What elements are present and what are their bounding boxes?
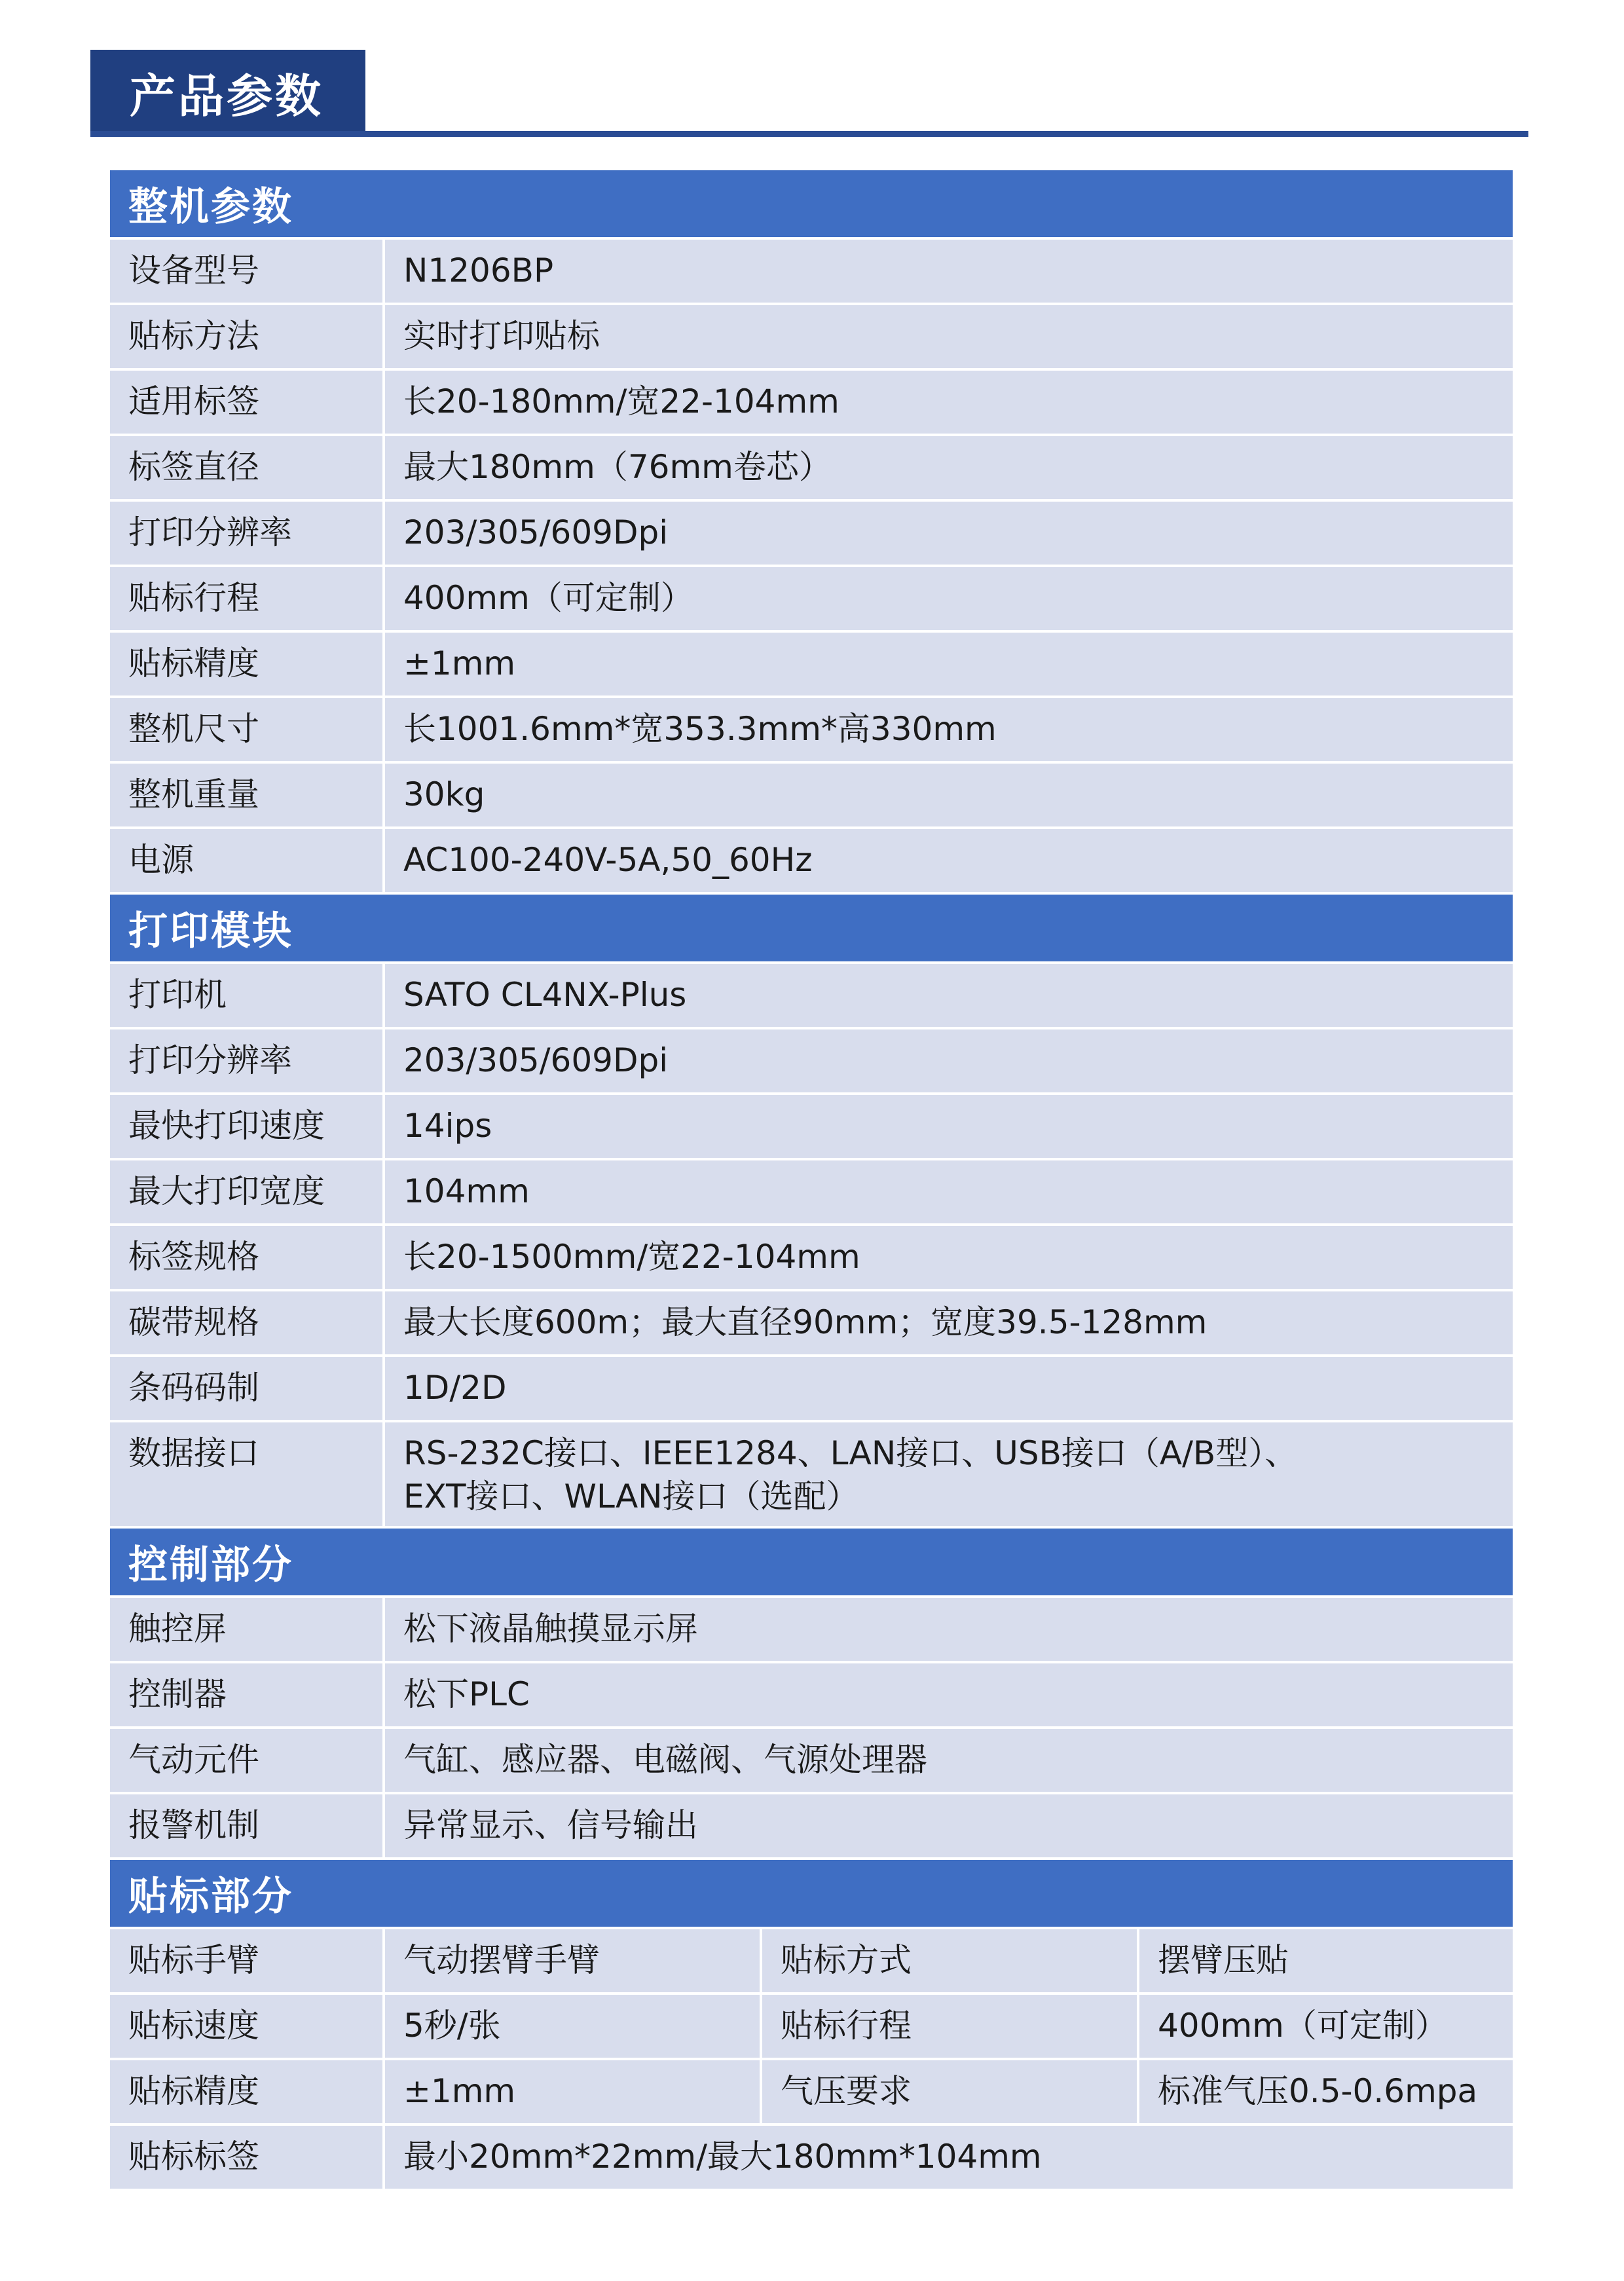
table-row [110, 2060, 1513, 2126]
table-row [110, 1663, 1513, 1729]
table-row [110, 1029, 1513, 1095]
section-title-print-module: 打印模块 [110, 895, 1513, 964]
section-title-machine: 整机参数 [110, 170, 1513, 240]
table-row [110, 436, 1513, 502]
table-row [110, 1929, 1513, 1995]
table-row [110, 502, 1513, 567]
row-value [385, 1422, 1513, 1526]
row-value: AC100-240V-5A,50_60Hz [403, 841, 813, 879]
row-label: 贴标行程 [762, 1995, 1139, 2058]
row-value: 5秒/张 [385, 1995, 762, 2058]
row-value: 实时打印贴标 [403, 317, 600, 355]
row-label: 贴标手臂 [110, 1929, 385, 1992]
row-label: 贴标精度 [110, 633, 385, 695]
table-row [110, 1160, 1513, 1226]
table-row [110, 1422, 1513, 1529]
row-value: ±1mm [385, 2060, 762, 2123]
row-value: 400mm（可定制） [403, 579, 693, 617]
row-value: 最大180mm（76mm卷芯） [403, 448, 832, 486]
table-row [110, 1794, 1513, 1860]
row-value: 异常显示、信号输出 [403, 1806, 698, 1844]
table-row [110, 305, 1513, 371]
row-label: 碳带规格 [110, 1291, 385, 1354]
row-label: 贴标速度 [110, 1995, 385, 2058]
row-label: 适用标签 [110, 371, 385, 434]
table-row [110, 764, 1513, 829]
table-row [110, 240, 1513, 305]
table-row [110, 633, 1513, 698]
row-value: 气缸、感应器、电磁阀、气源处理器 [403, 1741, 927, 1779]
row-label: 电源 [110, 829, 385, 892]
row-value: 气动摆臂手臂 [385, 1929, 762, 1992]
row-value: 104mm [403, 1172, 530, 1210]
table-row [110, 1095, 1513, 1160]
row-label: 整机重量 [110, 764, 385, 826]
row-value: SATO CL4NX-Plus [403, 976, 687, 1014]
row-label: 最大打印宽度 [110, 1160, 385, 1223]
row-label: 贴标方式 [762, 1929, 1139, 1992]
row-label: 贴标方法 [110, 305, 385, 368]
table-row [110, 1357, 1513, 1422]
page-header [90, 50, 1528, 138]
row-label: 触控屏 [110, 1598, 385, 1661]
table-row [110, 698, 1513, 764]
row-value: 长1001.6mm*宽353.3mm*高330mm [403, 710, 997, 748]
row-label: 贴标行程 [110, 567, 385, 630]
row-value: 400mm（可定制） [1158, 2007, 1448, 2045]
row-value-line: EXT接口、WLAN接口（选配） [403, 1477, 859, 1515]
row-value: 最小20mm*22mm/最大180mm*104mm [403, 2138, 1042, 2176]
row-label: 设备型号 [110, 240, 385, 303]
row-label: 标签规格 [110, 1226, 385, 1289]
table-row [110, 371, 1513, 436]
row-value: 1D/2D [403, 1369, 507, 1407]
section-title-labeling: 贴标部分 [110, 1860, 1513, 1929]
row-value: 最大长度600m；最大直径90mm；宽度39.5-128mm [403, 1303, 1208, 1341]
row-label: 数据接口 [110, 1422, 385, 1526]
table-row [110, 1291, 1513, 1357]
row-value: N1206BP [403, 251, 554, 289]
row-value: 标准气压0.5-0.6mpa [1158, 2072, 1478, 2110]
row-label: 打印分辨率 [110, 502, 385, 565]
row-label: 气动元件 [110, 1729, 385, 1792]
row-label: 条码码制 [110, 1357, 385, 1420]
table-row [110, 2126, 1513, 2191]
row-label: 贴标标签 [110, 2126, 385, 2189]
row-label: 打印机 [110, 964, 385, 1027]
row-label: 控制器 [110, 1663, 385, 1726]
table-row [110, 964, 1513, 1029]
row-value: 松下PLC [403, 1675, 530, 1713]
table-row [110, 567, 1513, 633]
row-value: ±1mm [403, 644, 516, 682]
row-label: 贴标精度 [110, 2060, 385, 2123]
page-title: 产品参数 [90, 50, 365, 136]
row-label: 报警机制 [110, 1794, 385, 1857]
header-divider [90, 131, 1528, 137]
row-label: 气压要求 [762, 2060, 1139, 2123]
row-value: 203/305/609Dpi [403, 513, 669, 551]
table-row [110, 1598, 1513, 1663]
row-value: 摆臂压贴 [1158, 1941, 1289, 1979]
row-value: 长20-1500mm/宽22-104mm [403, 1238, 860, 1276]
spec-table [110, 170, 1513, 2191]
table-row [110, 829, 1513, 895]
row-value-line: RS-232C接口、IEEE1284、LAN接口、USB接口（A/B型）、 [403, 1434, 1298, 1472]
table-row [110, 1226, 1513, 1291]
row-value: 30kg [403, 775, 485, 813]
row-value: 长20-180mm/宽22-104mm [403, 382, 840, 420]
row-value: 203/305/609Dpi [403, 1041, 669, 1079]
row-label: 整机尺寸 [110, 698, 385, 761]
table-row [110, 1995, 1513, 2060]
row-label: 最快打印速度 [110, 1095, 385, 1158]
row-value: 14ips [403, 1107, 492, 1145]
row-value: 松下液晶触摸显示屏 [403, 1610, 698, 1648]
section-title-control: 控制部分 [110, 1529, 1513, 1598]
row-label: 打印分辨率 [110, 1029, 385, 1092]
row-label: 标签直径 [110, 436, 385, 499]
table-row [110, 1729, 1513, 1794]
